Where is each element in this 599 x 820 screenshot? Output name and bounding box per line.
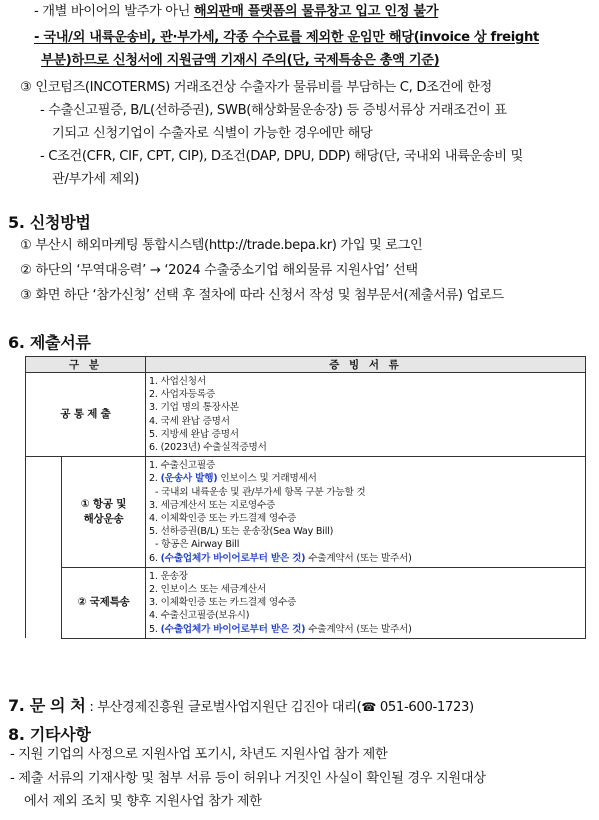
phone-icon: ☎: [361, 700, 376, 714]
platform-warehouse-note: 해외판매 플랫폼의 물류창고 입고 인정 불가: [193, 4, 439, 19]
table-row-common: [26, 373, 586, 457]
sec5-heading: 5. 신청방법: [8, 213, 91, 232]
sec8-note-3: 에서 제외 조치 및 향후 지원사업 참가 제한: [24, 794, 262, 809]
air-sea-items: 1. 수출신고필증 2. (운송사 발행) 인보이스 및 거래명세서 - 국내외 내륙운송 및 관/부가세 항목 구분 가능할 것 3. 세금계산서 또는 지로영수증 4. 이체확인증 또는 카드결제 영수증 5. 선하증권(B/L) 또는 운송장(Sea Way Bill) - 항공은 Airway Bill 6. (수출업체가 바이어로부터 받은 것) 수출계약서 (또는 발주서): [146, 457, 586, 568]
sec4-line-7: - C조건(CFR, CIF, CPT, CIP), D조건(DAP, DPU, DDP) 해당(단, 국내외 내륙운송비 및: [40, 149, 523, 164]
intl-express-items: 1. 운송장 2. 인보이스 또는 세금계산서 3. 이체확인증 또는 카드결제 영수증 4. 수출신고필증(보유시) 5. (수출업체가 바이어로부터 받은 것) 수출계약서 (또는 발주서): [146, 567, 586, 638]
table-row-air-sea: [26, 457, 586, 568]
sec7-heading: 7. 문 의 처: [8, 696, 86, 715]
sec4-line-2: - 국내/외 내륙운송비, 관·부가세, 각종 수수료를 제외한 운임만 해당(invoice 상 freight: [34, 30, 539, 45]
sec4-line-6: 기되고 신청기업이 수출자로 식별이 가능한 경우에만 해당: [52, 126, 373, 141]
sec5-step-1: ① 부산시 해외마케팅 통합시스템(http://trade.bepa.kr) 가입 및 로그인: [20, 238, 423, 253]
header-category: 구 분: [26, 357, 146, 373]
sec4-line-5: - 수출신고필증, B/L(선하증권), SWB(해상화물운송장) 등 증빙서류상 거래조건이 표: [40, 103, 507, 118]
sec8-note-1: - 지원 기업의 사정으로 지원사업 포기시, 차년도 지원사업 참가 제한: [10, 747, 388, 762]
table-header-row: [26, 357, 586, 373]
sec4-line-3: 부분)하므로 신청서에 지원금액 기재시 주의(단, 국제특송은 총액 기준): [41, 53, 440, 68]
sec6-heading: 6. 제출서류: [8, 333, 91, 352]
header-documents: 증 빙 서 류: [146, 357, 586, 373]
sec8-heading: 8. 기타사항: [8, 725, 91, 744]
sec5-step-2: ② 하단의 ‘무역대응력’ → ‘2024 수출중소기업 해외물류 지원사업’ 선택: [20, 263, 418, 278]
sec4-line-4: ③ 인코텀즈(INCOTERMS) 거래조건상 수출자가 물류비를 부담하는 C, D조건에 한정: [20, 80, 492, 95]
documents-table: [25, 356, 586, 639]
sec4-line-1: - 개별 바이어의 발주가 아닌 해외판매 플랫폼의 물류창고 입고 인정 불가: [34, 4, 439, 19]
sec4-line-8: 관/부가세 제외): [52, 172, 140, 187]
common-items: 1. 사업신청서 2. 사업자등록증 3. 기업 명의 통장사본 4. 국세 완납 증명서 5. 지방세 완납 증명서 6. (2023년) 수출실적증명서: [146, 373, 586, 457]
common-label: 공 통 제 출: [26, 373, 146, 457]
indent-cell: [26, 457, 62, 639]
intl-express-label: ② 국제특송: [62, 567, 146, 638]
table-row-intl-express: [26, 567, 586, 638]
sec5-step-3: ③ 화면 하단 ‘참가신청’ 선택 후 절차에 따라 신청서 작성 및 첨부문서(제출서류) 업로드: [20, 288, 504, 303]
sec8-note-2: - 제출 서류의 기재사항 및 첨부 서류 등이 허위나 거짓인 사실이 확인될 경우 지원대상: [10, 771, 486, 786]
sec7-line: 7. 문 의 처 : 부산경제진흥원 글로벌사업지원단 김진아 대리(☎ 051-600-1723): [8, 696, 474, 715]
air-sea-label: ① 항공 및 해상운송: [62, 457, 146, 568]
